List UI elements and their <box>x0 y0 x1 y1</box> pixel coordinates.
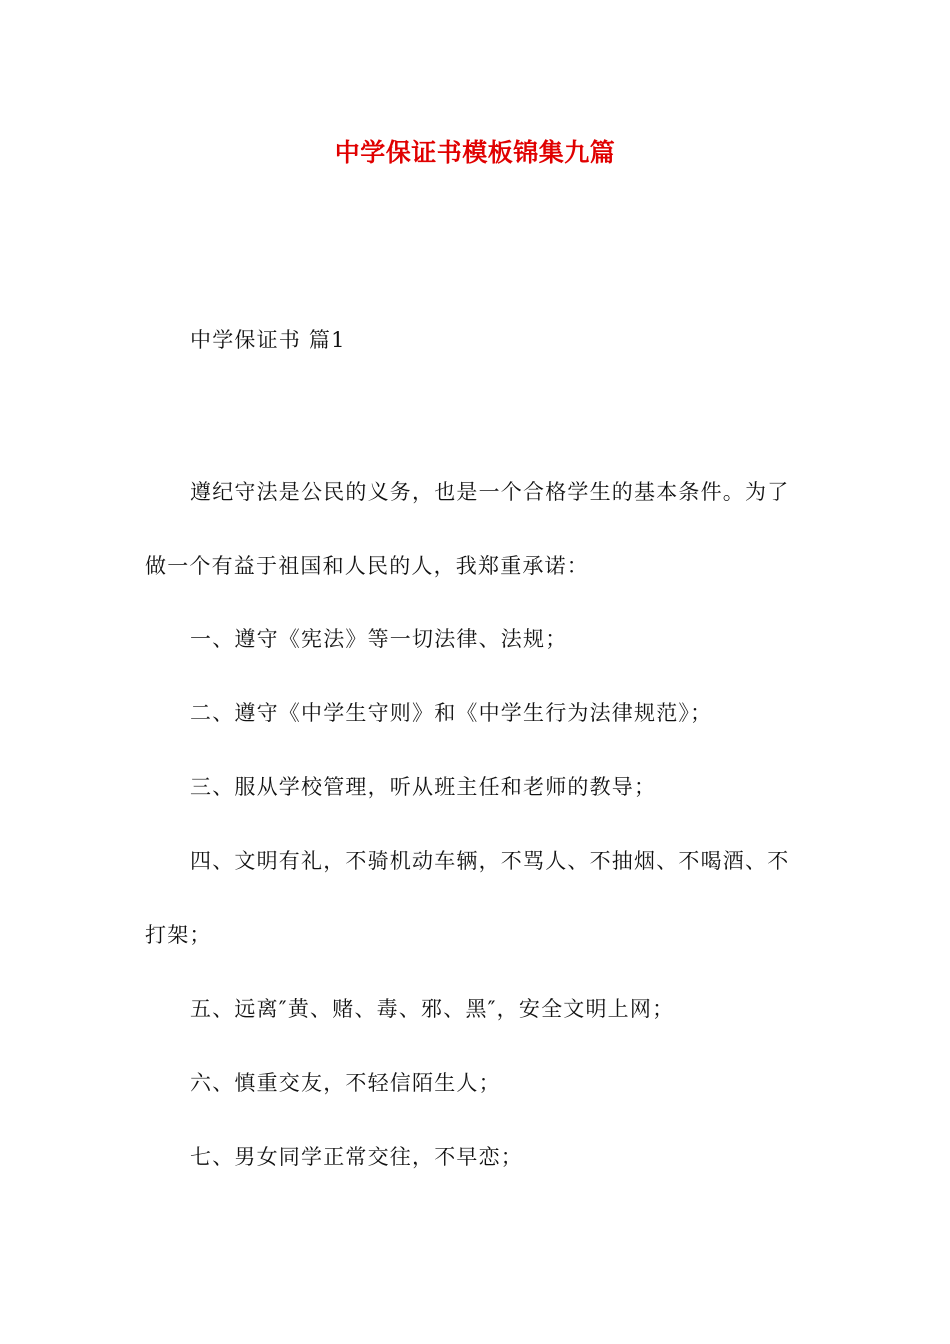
pledge-item-7: 七、男女同学正常交往，不早恋； <box>190 1145 523 1169</box>
pledge-item-1: 一、遵守《宪法》等一切法律、法规； <box>190 627 568 651</box>
paragraph-line-2: 做一个有益于祖国和人民的人，我郑重承诺： <box>145 554 589 578</box>
pledge-item-4-continued: 打架； <box>145 923 212 947</box>
pledge-item-3: 三、服从学校管理，听从班主任和老师的教导； <box>190 775 657 799</box>
section-heading: 中学保证书 篇1 <box>190 328 346 352</box>
pledge-item-5: 五、远离″黄、赌、毒、邪、黑″，安全文明上网； <box>190 997 675 1021</box>
pledge-item-4: 四、文明有礼，不骑机动车辆，不骂人、不抽烟、不喝酒、不 <box>190 849 790 873</box>
paragraph-line-1: 遵纪守法是公民的义务，也是一个合格学生的基本条件。为了 <box>190 480 790 504</box>
pledge-item-2: 二、遵守《中学生守则》和《中学生行为法律规范》； <box>190 701 713 725</box>
document-title: 中学保证书模板锦集九篇 <box>334 138 616 167</box>
pledge-item-6: 六、慎重交友，不轻信陌生人； <box>190 1071 501 1095</box>
